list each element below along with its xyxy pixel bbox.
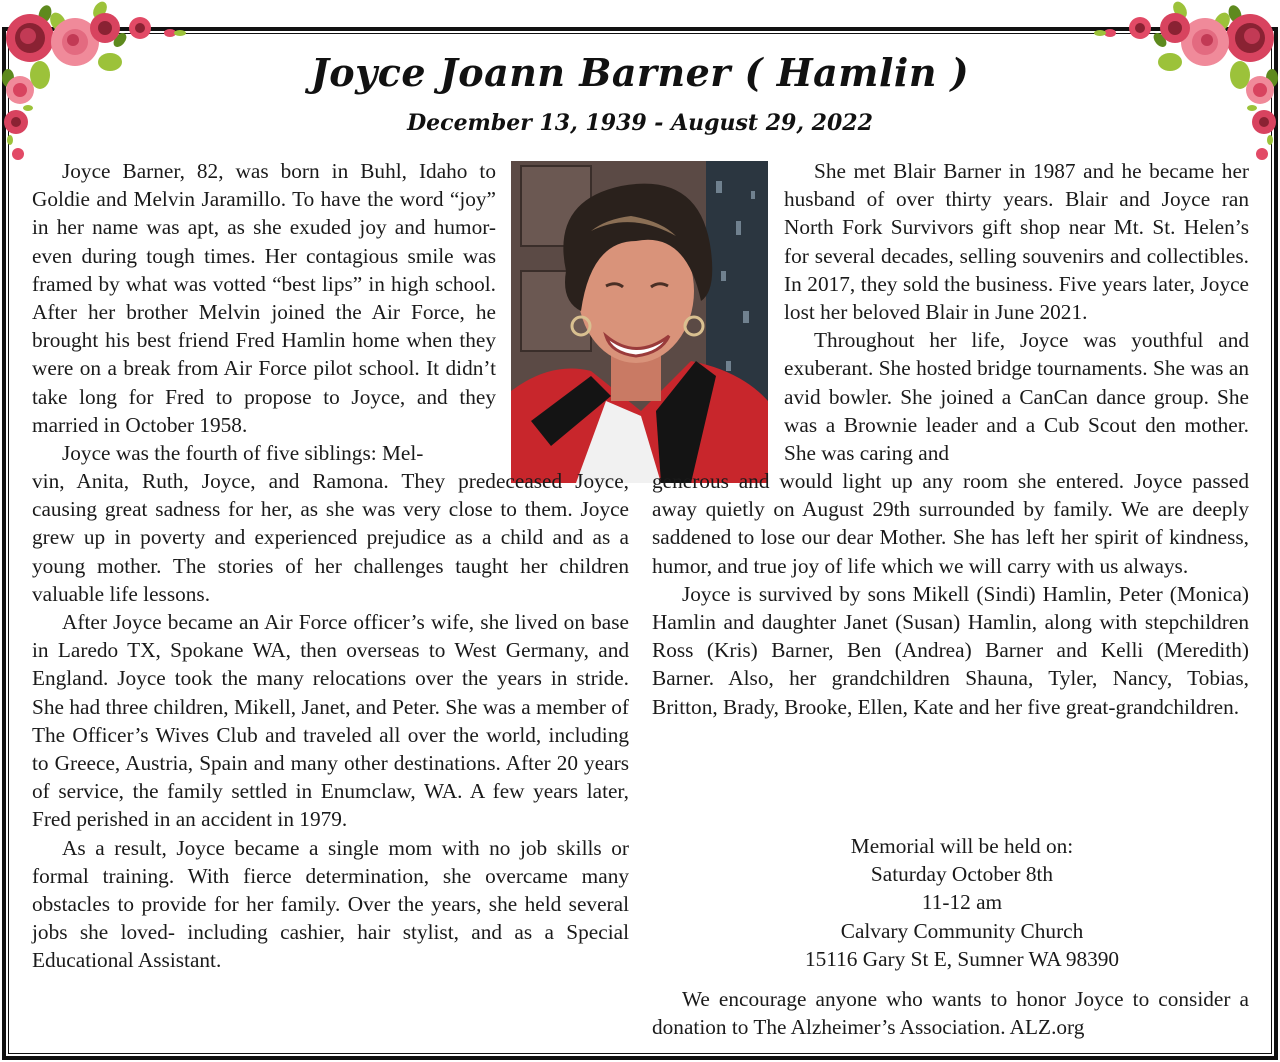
memorial-heading: Memorial will be held on:	[850, 834, 1074, 858]
donation-note	[652, 985, 1249, 1041]
right-column-top	[784, 157, 1249, 467]
paragraph-youthful: Throughout her life, Joyce was youthful and exuberant. She hosted bridge tournaments. She was an avid bowler. She joined a CanCan dance group. She was a Brownie leader and a Cub Scout den mother. She was caring and	[784, 328, 1249, 466]
life-dates: December 13, 1939 - August 29, 2022	[407, 110, 873, 136]
paragraph-siblings-start: Joyce was the fourth of five siblings: Mel-	[62, 441, 424, 466]
paragraph-passing: generous and would light up any room she entered. Joyce passed away quietly on August 29th surrounded by family. We are deeply saddened to lose our dear Mother. She has left her spirit of kindness, humor, and true joy of life which we will carry with us always.	[652, 469, 1249, 578]
memorial-address: 15116 Gary St E, Sumner WA 98390	[804, 946, 1120, 971]
memorial-venue: Calvary Community Church	[840, 918, 1084, 943]
memorial-details	[652, 832, 1272, 973]
left-column-bottom	[32, 467, 629, 975]
paragraph-siblings-cont: vin, Anita, Ruth, Joyce, and Ramona. They predeceased Joyce, causing great sadness for her, as she was very close to them. Joyce grew up in poverty and experienced prejudice as a child and as a young mother. The stories of her challenges taught her children valuable life lessons.	[32, 469, 629, 606]
paragraph-birth: Joyce Barner, 82, was born in Buhl, Idaho to Goldie and Melvin Jaramillo. To have the word “joy” in her name was apt, as she exuded joy and humor- even during tough times. Her contagious smile was framed by what was votted “best lips” in high school. After her brother Melvin joined the Air Force, he brought his best friend Fred Hamlin home when they were on a break from Air Force pilot school. It didn’t take long for Fred to propose to Joyce, and they married in October 1958.	[32, 159, 496, 437]
left-column-top	[32, 157, 496, 467]
paragraph-single-mom: As a result, Joyce became a single mom with no job skills or formal training. With fierce determination, she overcame many obstacles to provide for her family. Over the years, she held several jobs she loved- including cashier, hair stylist, and as a Special Educational Assistant.	[32, 835, 629, 973]
memorial-day: Saturday October 8th	[870, 862, 1054, 887]
obituary-name-title: Joyce Joann Barner ( Hamlin )	[310, 50, 970, 95]
portrait-image-icon	[511, 161, 768, 483]
right-column-bottom	[652, 467, 1249, 721]
paragraph-air-force: After Joyce became an Air Force officer’s wife, she lived on base in Laredo TX, Spokane WA, then overseas to West Germany, and England. Joyce took the many relocations over the years in stride. She had three children, Mikell, Janet, and Peter. She was a member of The Officer’s Wives Club and traveled all over the world, including to Greece, Austria, Spain and many other destinations. After 20 years of service, the family settled in Enumclaw, WA. A few years later, Fred perished in an accident in 1979.	[32, 610, 629, 832]
paragraph-blair: She met Blair Barner in 1987 and he became her husband of over thirty years. Blair and Joyce ran North Fork Survivors gift shop near Mt. St. Helen’s for several decades, selling souvenirs and collectibles. In 2017, they sold the business. Five years later, Joyce lost her beloved Blair in June 2021.	[784, 159, 1249, 325]
memorial-time: 11-12 am	[921, 890, 1003, 915]
donation-text: We encourage anyone who wants to honor Joyce to consider a donation to The Alzheimer’s Association. ALZ.org	[652, 987, 1249, 1040]
portrait-photo	[511, 161, 768, 483]
paragraph-survivors: Joyce is survived by sons Mikell (Sindi) Hamlin, Peter (Monica) Hamlin and daughter Janet (Susan) Hamlin, along with stepchildren Ross (Kris) Barner, Ben (Andrea) Barner and Kelli (Meredith) Barner. Also, her grandchildren Shauna, Tyler, Nancy, Tobias, Britton, Brady, Brooke, Ellen, Kate and her five great-grandchildren.	[652, 581, 1249, 719]
